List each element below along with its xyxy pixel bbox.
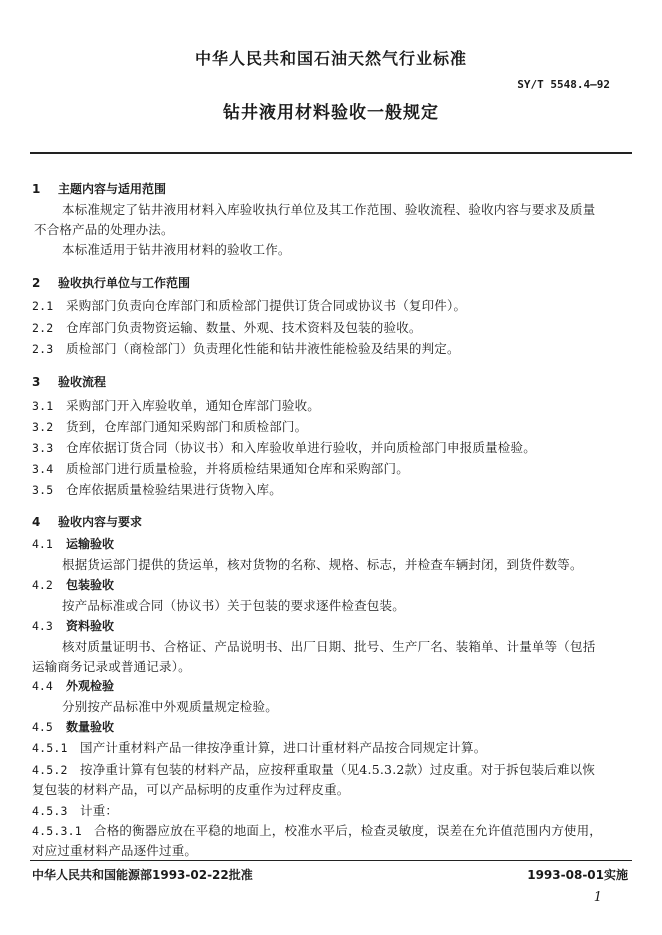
footer-divider (30, 860, 632, 861)
paragraph: 分别按产品标准中外观质量规定检验。 (62, 699, 278, 714)
subsection-title: 资料验收 (66, 619, 115, 633)
paragraph: 对应过重材料产品逐件过重。 (32, 843, 198, 858)
subsection-heading (32, 617, 114, 634)
clause-text: 货到，仓库部门通知采购部门和质检部门。 (66, 419, 308, 434)
clause-text: 质检部门进行质量检验，并将质检结果通知仓库和采购部门。 (66, 461, 409, 476)
clause-item (32, 339, 460, 357)
subsection-title: 运输验收 (66, 537, 115, 551)
section-number: 1 (32, 182, 41, 196)
clause-number: 3.1 (32, 399, 54, 413)
clause-number: 3.5 (32, 483, 54, 497)
subsection-heading (32, 535, 114, 552)
clause-number: 4.3 (32, 619, 53, 633)
subsection-heading (32, 677, 114, 694)
standard-title: 中华人民共和国石油天然气行业标准 (194, 49, 467, 68)
clause-text: 仓库依据订货合同（协议书）和入库验收单进行验收，并向质检部门申报质量检验。 (66, 440, 536, 455)
clause-number: 3.4 (32, 462, 54, 476)
clause-text: 仓库部门负责物资运输、数量、外观、技术资料及包装的验收。 (66, 320, 422, 335)
paragraph: 不合格产品的处理办法。 (34, 222, 174, 237)
clause-item (32, 760, 595, 778)
page-number: 1 (593, 890, 602, 905)
clause-number: 4.5.2 (32, 763, 68, 777)
clause-text: 采购部门开入库验收单，通知仓库部门验收。 (66, 398, 321, 413)
clause-number: 4.1 (32, 537, 53, 551)
section-title: 验收执行单位与工作范围 (58, 276, 191, 290)
section-3-heading (32, 373, 106, 390)
paragraph: 核对质量证明书、合格证、产品说明书、出厂日期、批号、生产厂名、装箱单、计量单等（包括 (62, 639, 596, 654)
header-divider (30, 152, 632, 154)
section-title: 验收流程 (58, 375, 107, 389)
subsection-title: 外观检验 (66, 679, 115, 693)
clause-number: 2.3 (32, 342, 54, 356)
clause-item (32, 821, 602, 839)
paragraph: 本标准适用于钻井液用材料的验收工作。 (62, 242, 291, 257)
subsection-heading (32, 576, 114, 593)
clause-number: 3.2 (32, 420, 54, 434)
clause-number: 4.4 (32, 679, 53, 693)
clause-text: 合格的衡器应放在平稳的地面上，校准水平后，检查灵敏度，误差在允许值范围内方使用， (94, 823, 603, 838)
paragraph: 按产品标准或合同（协议书）关于包装的要求逐件检查包装。 (62, 598, 405, 613)
clause-number: 3.3 (32, 441, 54, 455)
clause-text: 仓库依据质量检验结果进行货物入库。 (66, 482, 282, 497)
document-title: 钻井液用材料验收一般规定 (223, 103, 439, 123)
section-number: 3 (32, 375, 41, 389)
clause-number: 4.5.3 (32, 804, 68, 818)
clause-number: 4.5.3.1 (32, 824, 82, 838)
clause-text: 国产计重材料产品一律按净重计算，进口计重材料产品按合同规定计算。 (80, 740, 487, 755)
clause-text: 质检部门（商检部门）负责理化性能和钻井液性能检验及结果的判定。 (66, 341, 460, 356)
clause-item (32, 318, 422, 336)
paragraph: 根据货运部门提供的货运单，核对货物的名称、规格、标志，并检查车辆封闭，到货件数等。 (62, 557, 583, 572)
clause-item (32, 417, 307, 435)
standard-code: SY/T 5548.4—92 (517, 78, 610, 91)
subsection-title: 包装验收 (66, 578, 115, 592)
clause-item (32, 801, 118, 819)
clause-number: 4.5.1 (32, 741, 68, 755)
paragraph: 运输商务记录或普通记录）。 (32, 659, 191, 674)
clause-number: 4.2 (32, 578, 53, 592)
clause-number: 2.2 (32, 321, 54, 335)
clause-item (32, 296, 466, 314)
clause-number: 4.5 (32, 720, 53, 734)
clause-text: 计重： (80, 803, 119, 818)
subsection-heading (32, 718, 114, 735)
section-title: 主题内容与适用范围 (58, 182, 167, 196)
section-1-heading (32, 180, 166, 197)
clause-text: 按净重计算有包装的材料产品，应按秤重取量（见4.5.3.2款）过皮重。对于拆包装后难以恢 (80, 762, 596, 777)
paragraph: 复包装的材料产品，可以产品标明的皮重作为过秤皮重。 (32, 782, 350, 797)
paragraph: 本标准规定了钻井液用材料入库验收执行单位及其工作范围、验收流程、验收内容与要求及质量 (62, 202, 596, 217)
approval-note: 中华人民共和国能源部1993-02-22批准 (32, 868, 253, 882)
subsection-title: 数量验收 (66, 720, 115, 734)
section-2-heading (32, 274, 190, 291)
clause-item (32, 459, 409, 477)
clause-item (32, 438, 536, 456)
clause-number: 2.1 (32, 299, 54, 313)
section-number: 2 (32, 276, 41, 290)
clause-item (32, 738, 486, 756)
section-4-heading (32, 513, 142, 530)
clause-text: 采购部门负责向仓库部门和质检部门提供订货合同或协议书（复印件）。 (66, 298, 467, 313)
section-title: 验收内容与要求 (58, 515, 143, 529)
clause-item (32, 396, 320, 414)
effective-date: 1993-08-01实施 (527, 868, 628, 882)
section-number: 4 (32, 515, 41, 529)
clause-item (32, 480, 282, 498)
